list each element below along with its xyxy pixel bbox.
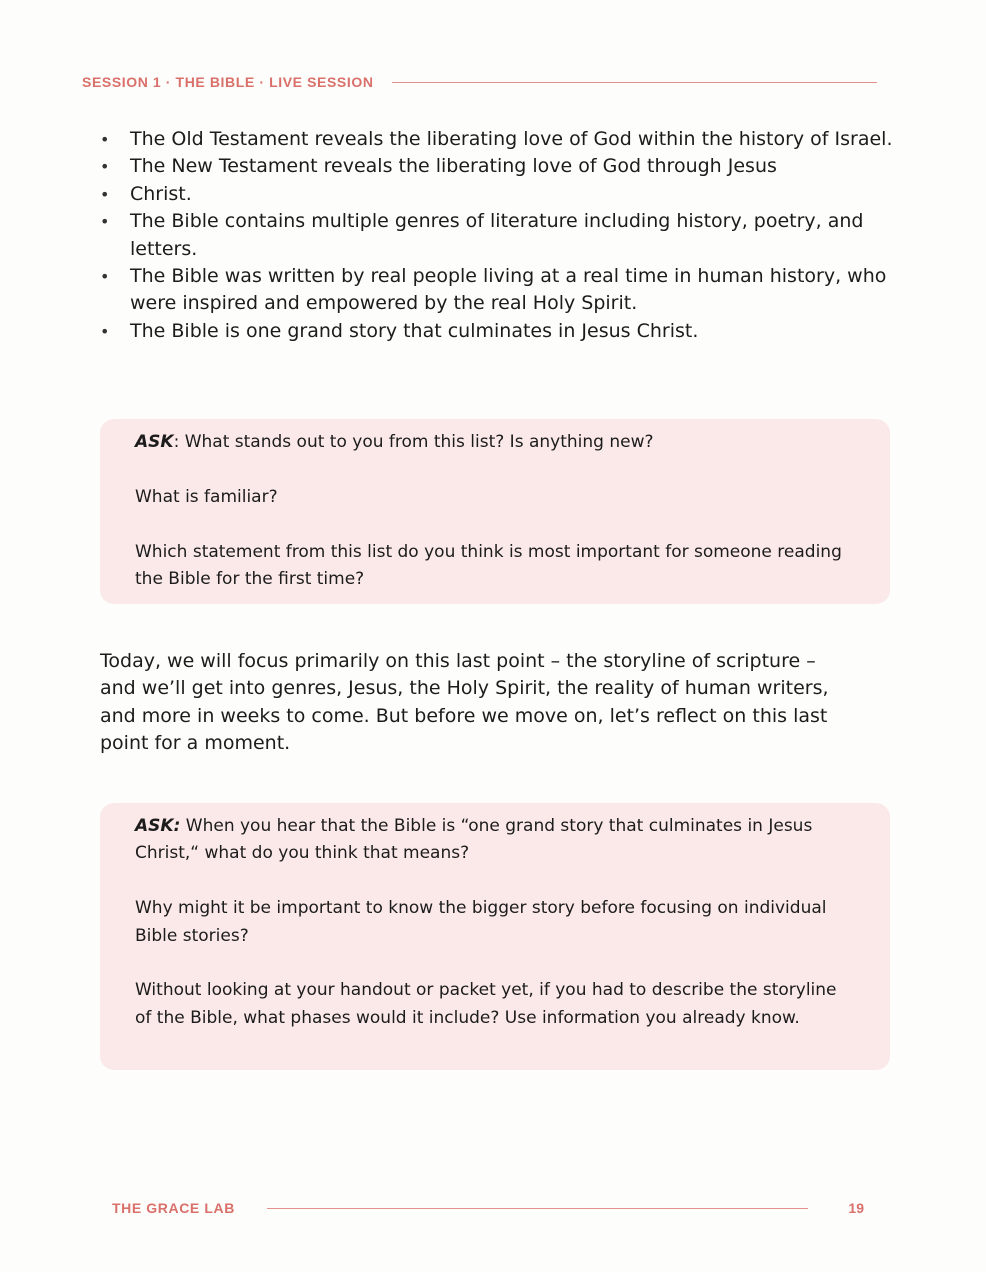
ask-question: What is familiar? — [135, 486, 278, 507]
spacer — [135, 456, 854, 483]
header-divider — [392, 82, 877, 83]
spacer — [135, 511, 854, 538]
bullet-icon: • — [100, 157, 110, 177]
spacer — [135, 868, 854, 895]
list-item-text: The Bible is one grand story that culminates in Jesus Christ. — [130, 319, 699, 342]
list-item — [100, 181, 900, 208]
running-header — [82, 72, 877, 92]
footer-brand: THE GRACE LAB — [112, 1200, 235, 1216]
page-footer — [112, 1198, 864, 1218]
ask-question: Without looking at your handout or packet yet, if you had to describe the storyline of the Bible, what phases would it include? Use information you already know. — [135, 980, 837, 1028]
bullet-icon: • — [100, 212, 110, 232]
ask-question-text: When you hear that the Bible is “one grand story that culminates in Jesus Christ,“ what do you think that means? — [135, 816, 813, 864]
bullet-icon: • — [100, 267, 110, 287]
body-paragraph: Today, we will focus primarily on this last point – the storyline of scripture – and we’ll get into genres, Jesus, the Holy Spirit, the reality of human writers, and more in weeks to come. But before we move on, let’s reflect on this last point for a moment. — [100, 650, 829, 755]
ask-question — [135, 813, 854, 868]
ask-question: Why might it be important to know the bigger story before focusing on individual Bible stories? — [135, 898, 827, 946]
key-points-list — [100, 126, 900, 345]
list-item — [100, 126, 900, 153]
ask-question: Which statement from this list do you think is most important for someone reading the Bible for the first time? — [135, 541, 842, 589]
bullet-icon: • — [100, 184, 110, 204]
ask-question-text: : What stands out to you from this list? Is anything new? — [173, 432, 654, 452]
bullet-icon: • — [100, 321, 110, 341]
ask-box-discussion-2 — [100, 803, 890, 1070]
spacer — [135, 950, 854, 977]
list-item-text: The Bible was written by real people living at a real time in human history, who were inspired and empowered by the real Holy Spirit. — [130, 265, 887, 315]
ask-label: ASK: — [135, 816, 181, 836]
list-item — [100, 318, 900, 345]
list-item-text: The Old Testament reveals the liberating love of God within the history of Israel. — [130, 128, 893, 150]
list-item — [100, 208, 900, 263]
running-title: SESSION 1 · THE BIBLE · LIVE SESSION — [82, 74, 374, 90]
list-item-text: The Bible contains multiple genres of literature including history, poetry, and letters. — [130, 210, 864, 260]
list-item-text: The New Testament reveals the liberating love of God through Jesus — [130, 155, 777, 178]
bullet-icon: • — [100, 130, 110, 149]
page-number: 19 — [848, 1200, 864, 1216]
footer-divider — [267, 1208, 809, 1209]
list-item — [100, 153, 900, 180]
ask-label: ASK — [135, 432, 174, 452]
ask-box-discussion-1 — [100, 419, 890, 604]
ask-question — [135, 429, 854, 456]
list-item-text: Christ. — [130, 182, 192, 205]
list-item — [100, 263, 900, 318]
